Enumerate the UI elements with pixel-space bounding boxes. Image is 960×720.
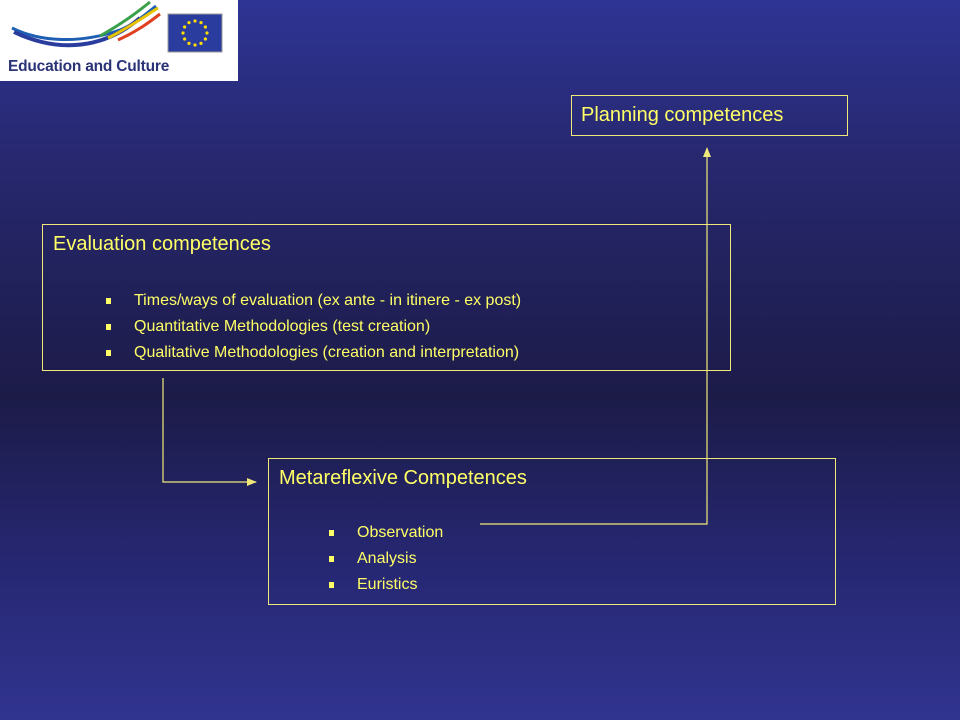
eu-star-icon [187,42,190,45]
education-culture-logo [0,0,238,81]
list-item [105,288,521,314]
eu-star-icon [199,42,202,45]
list-item-text: Qualitative Methodologies (creation and interpretation) [134,344,520,361]
list-item [328,546,443,572]
list-item [105,314,521,340]
planning-title: Planning competences [581,104,784,126]
list-item-text: Euristics [357,576,418,593]
planning-competences-box [571,95,848,136]
connector-arrow-evaluation-to-metareflexive [163,378,256,482]
eu-star-icon [204,25,207,28]
list-item-text: Quantitative Methodologies (test creation) [134,318,431,335]
bullet-icon [106,298,111,304]
evaluation-list [105,288,521,366]
list-item [328,572,443,598]
eu-star-icon [199,21,202,24]
list-item-text: Times/ways of evaluation (ex ante - in itinere - ex post) [134,292,522,309]
bullet-icon [329,530,334,536]
metareflexive-title: Metareflexive Competences [279,467,527,489]
eu-star-icon [193,19,196,22]
metareflexive-list [328,520,443,598]
list-item [105,340,521,366]
list-item [328,520,443,546]
bullet-icon [106,324,111,330]
eu-star-icon [181,31,184,34]
bullet-icon [329,582,334,588]
metareflexive-competences-box [268,458,836,605]
eu-star-icon [187,21,190,24]
bullet-icon [329,556,334,562]
list-item-text: Observation [357,524,444,541]
list-item-text: Analysis [357,550,417,567]
bullet-icon [106,350,111,356]
eu-star-icon [193,43,196,46]
eu-star-icon [204,37,207,40]
logo-caption: Education and Culture [8,58,170,75]
evaluation-competences-box [42,224,731,371]
evaluation-title: Evaluation competences [53,233,271,255]
eu-star-icon [183,37,186,40]
eu-star-icon [183,25,186,28]
eu-star-icon [205,31,208,34]
